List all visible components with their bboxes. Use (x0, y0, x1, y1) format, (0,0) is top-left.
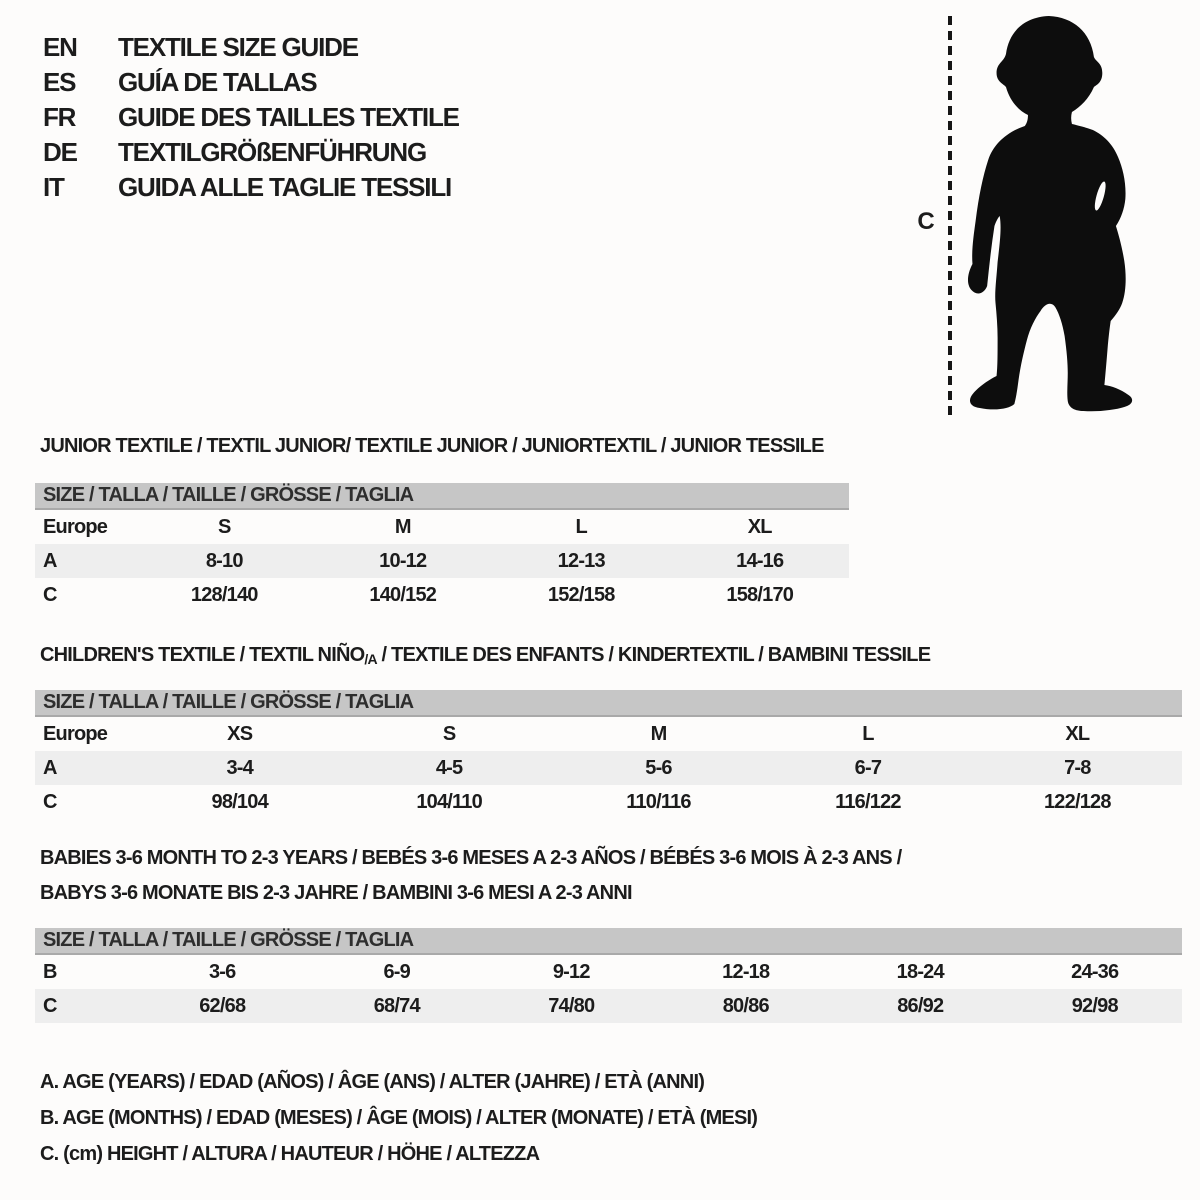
children-title-subscript: /A (364, 651, 377, 667)
height-cell: 140/152 (369, 584, 437, 606)
height-cell: 80/86 (722, 995, 769, 1017)
language-row-es (43, 65, 459, 100)
junior-size-header-band: SIZE / TALLA / TAILLE / GRÖSSE / TAGLIA (35, 483, 849, 510)
size-cell: XL (1065, 723, 1090, 745)
language-title-es: GUÍA DE TALLAS (118, 67, 317, 97)
babies-size-table (35, 928, 1182, 1023)
age-cell: 8-10 (205, 550, 243, 572)
language-code-en: EN (43, 32, 77, 62)
row-label: C (43, 584, 57, 606)
height-cell: 110/116 (626, 791, 691, 813)
height-cell: 74/80 (548, 995, 595, 1017)
height-cell: 152/158 (547, 584, 615, 606)
language-title-de: TEXTILGRÖßENFÜHRUNG (118, 137, 426, 167)
height-cell: 98/104 (211, 791, 268, 813)
legend-line-c: C. (cm) HEIGHT / ALTURA / HAUTEUR / HÖHE / ALTEZZA (40, 1143, 540, 1165)
height-measure-label: C (917, 208, 935, 235)
babies-row-height (35, 989, 1182, 1023)
junior-row-height (35, 578, 849, 612)
age-cell: 3-6 (208, 961, 236, 983)
row-label: B (43, 961, 57, 983)
children-row-height (35, 785, 1182, 819)
junior-row-europe (35, 510, 849, 544)
height-cell: 122/128 (1043, 791, 1111, 813)
row-label: C (43, 995, 57, 1017)
babies-row-age-months (35, 955, 1182, 989)
size-cell: S (217, 516, 231, 538)
age-cell: 7-8 (1064, 757, 1091, 779)
age-cell: 6-7 (854, 757, 882, 779)
age-cell: 4-5 (435, 757, 463, 779)
row-label: Europe (43, 516, 108, 538)
language-code-de: DE (43, 137, 77, 167)
language-code-fr: FR (43, 102, 76, 132)
size-cell: L (862, 723, 874, 745)
language-row-de (43, 135, 459, 170)
language-title-list (43, 30, 459, 205)
size-cell: M (394, 516, 411, 538)
size-cell: XL (747, 516, 772, 538)
children-size-table (35, 690, 1182, 819)
age-cell: 14-16 (736, 550, 784, 572)
age-cell: 12-13 (557, 550, 605, 572)
language-row-en (43, 30, 459, 65)
height-cell: 104/110 (416, 791, 482, 813)
language-title-en: TEXTILE SIZE GUIDE (118, 32, 358, 62)
height-cell: 116/122 (835, 791, 901, 813)
age-cell: 18-24 (896, 961, 944, 983)
height-cell: 86/92 (897, 995, 944, 1017)
age-cell: 12-18 (722, 961, 770, 983)
language-row-fr (43, 100, 459, 135)
height-cell: 68/74 (373, 995, 420, 1017)
age-cell: 10-12 (379, 550, 427, 572)
legend-line-b: B. AGE (MONTHS) / EDAD (MESES) / ÂGE (MOIS) / ALTER (MONATE) / ETÀ (MESI) (40, 1107, 758, 1129)
babies-section-title-line2: BABYS 3-6 MONATE BIS 2-3 JAHRE / BAMBINI 3-6 MESI A 2-3 ANNI (40, 882, 632, 904)
children-section-title (40, 643, 930, 671)
height-cell: 62/68 (199, 995, 246, 1017)
children-title-text: / TEXTILE DES ENFANTS / KINDERTEXTIL / BAMBINI TESSILE (376, 644, 931, 666)
age-cell: 6-9 (383, 961, 410, 983)
height-cell: 158/170 (726, 584, 794, 606)
junior-row-age (35, 544, 849, 578)
junior-size-table (35, 483, 849, 612)
measure-legend (40, 1064, 757, 1172)
language-row-it (43, 170, 459, 205)
height-cell: 128/140 (190, 584, 258, 606)
children-row-age (35, 751, 1182, 785)
children-row-europe (35, 717, 1182, 751)
row-label: Europe (43, 723, 108, 745)
toddler-silhouette-icon (962, 16, 1140, 416)
height-measure-dashed-line (948, 16, 952, 416)
children-size-header-band: SIZE / TALLA / TAILLE / GRÖSSE / TAGLIA (35, 690, 1182, 717)
age-cell: 3-4 (226, 757, 253, 779)
age-cell: 5-6 (645, 757, 672, 779)
size-cell: M (650, 723, 667, 745)
age-cell: 24-36 (1071, 961, 1119, 983)
language-code-it: IT (43, 172, 64, 202)
babies-section-title-line1: BABIES 3-6 MONTH TO 2-3 YEARS / BEBÉS 3-6 MESES A 2-3 AÑOS / BÉBÉS 3-6 MOIS À 2-3 ANS / (40, 847, 902, 869)
row-label: C (43, 791, 57, 813)
language-code-es: ES (43, 67, 76, 97)
babies-size-header-band: SIZE / TALLA / TAILLE / GRÖSSE / TAGLIA (35, 928, 1182, 955)
size-cell: L (575, 516, 587, 538)
row-label: A (43, 550, 57, 572)
language-title-it: GUIDA ALLE TAGLIE TESSILI (118, 172, 452, 202)
legend-line-a: A. AGE (YEARS) / EDAD (AÑOS) / ÂGE (ANS) / ALTER (JAHRE) / ETÀ (ANNI) (40, 1071, 705, 1093)
row-label: A (43, 757, 57, 779)
children-title-text: CHILDREN'S TEXTILE / TEXTIL NIÑO (40, 644, 365, 666)
junior-section-title: JUNIOR TEXTILE / TEXTIL JUNIOR/ TEXTILE JUNIOR / JUNIORTEXTIL / JUNIOR TESSILE (40, 435, 824, 457)
language-title-fr: GUIDE DES TAILLES TEXTILE (118, 102, 459, 132)
height-cell: 92/98 (1071, 995, 1118, 1017)
size-cell: XS (227, 723, 253, 745)
size-cell: S (442, 723, 456, 745)
age-cell: 9-12 (552, 961, 590, 983)
